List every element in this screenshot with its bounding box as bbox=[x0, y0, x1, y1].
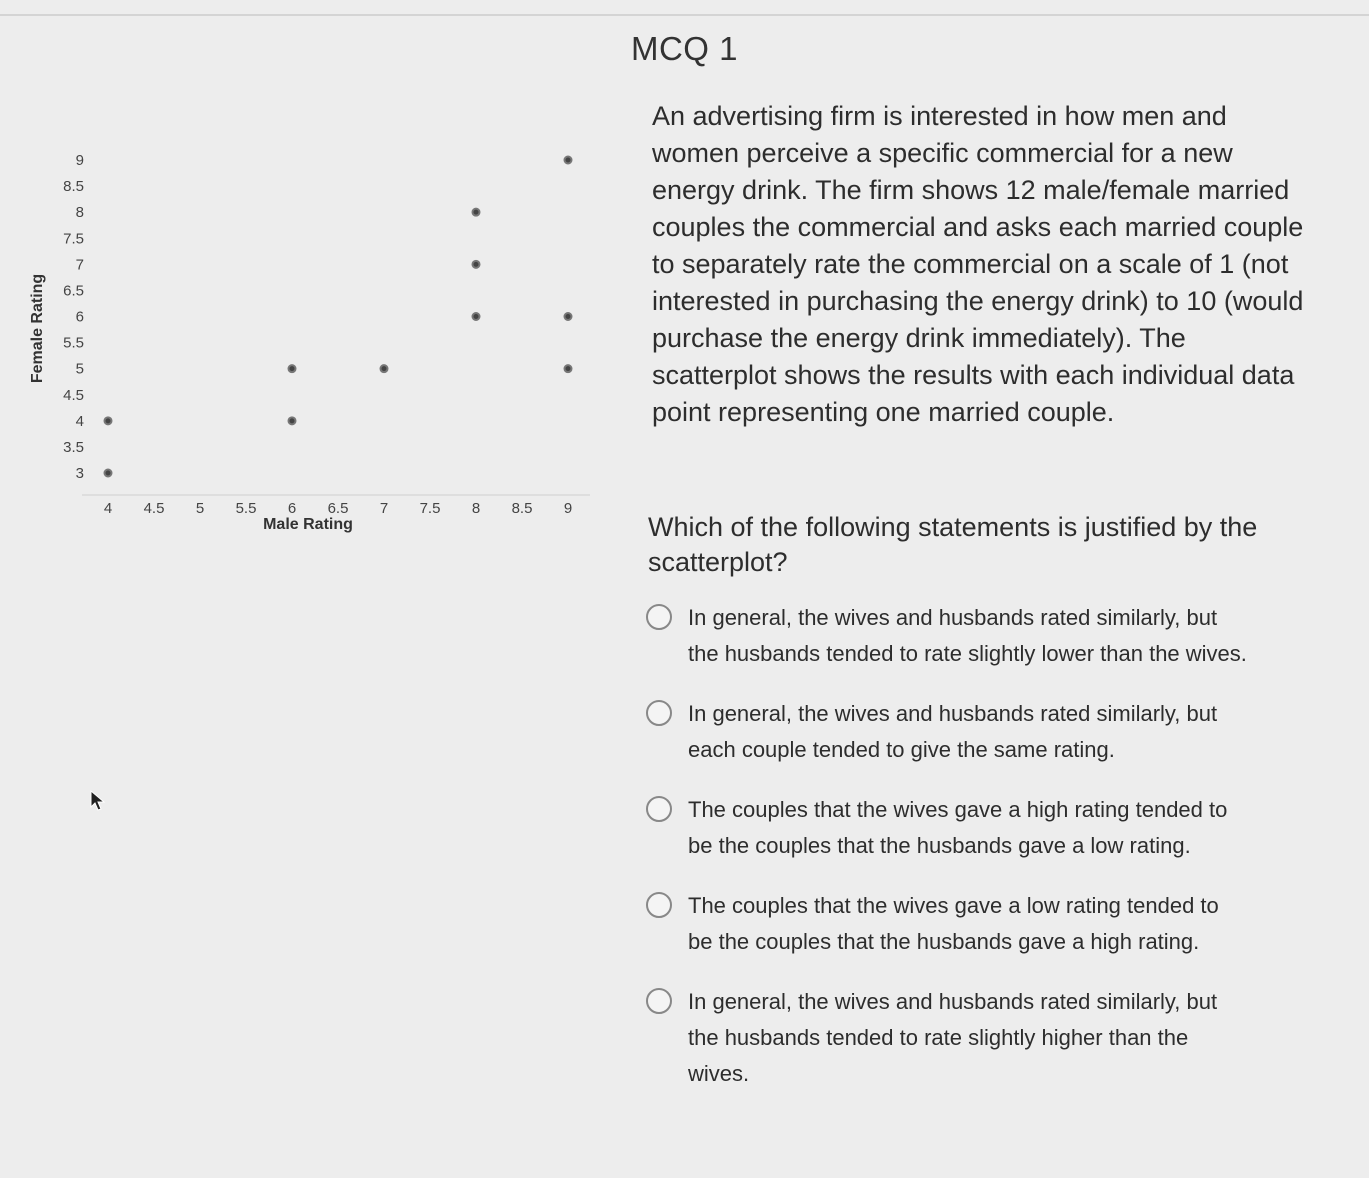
answer-option-label: The couples that the wives gave a high rating tended to be the couples that the husbands gave a low rating. bbox=[688, 797, 1228, 858]
radio-button-icon[interactable] bbox=[646, 892, 672, 918]
radio-button-icon[interactable] bbox=[646, 988, 672, 1014]
radio-button-icon[interactable] bbox=[646, 796, 672, 822]
y-tick-label: 8.5 bbox=[63, 178, 84, 196]
answer-option-4[interactable] bbox=[640, 888, 1280, 960]
x-tick-label: 8.5 bbox=[511, 500, 533, 517]
x-tick-label: 7.5 bbox=[419, 500, 441, 517]
radio-button-icon[interactable] bbox=[646, 604, 672, 630]
y-tick-label: 8 bbox=[75, 204, 84, 222]
data-point bbox=[289, 365, 296, 372]
x-tick-label: 4 bbox=[103, 500, 113, 517]
x-tick-label: 5.5 bbox=[235, 500, 257, 517]
x-tick-label: 8 bbox=[471, 500, 481, 517]
data-point bbox=[565, 313, 572, 320]
data-point bbox=[105, 470, 112, 477]
data-point bbox=[473, 261, 480, 268]
y-tick-label: 3.5 bbox=[63, 438, 84, 456]
answer-option-5[interactable] bbox=[640, 984, 1280, 1092]
data-point bbox=[289, 417, 296, 424]
answer-options bbox=[640, 600, 1280, 1092]
page-title: MCQ 1 bbox=[630, 30, 738, 67]
scatterplot-svg bbox=[20, 130, 620, 550]
answer-option-2[interactable] bbox=[640, 696, 1280, 768]
y-tick-label: 3 bbox=[75, 465, 84, 482]
y-tick-label: 5.5 bbox=[63, 334, 84, 352]
y-tick-label: 4 bbox=[75, 412, 84, 430]
x-tick-label: 4.5 bbox=[143, 500, 165, 517]
x-tick-label: 9 bbox=[563, 500, 573, 517]
radio-button-icon[interactable] bbox=[646, 700, 672, 726]
question-prompt: Which of the following statements is justified by the scatterplot? bbox=[648, 512, 1258, 577]
data-point bbox=[565, 157, 572, 164]
data-point bbox=[381, 365, 388, 372]
x-tick-label: 6 bbox=[287, 500, 297, 517]
x-tick-label: 7 bbox=[379, 500, 389, 517]
data-point bbox=[565, 365, 572, 372]
x-axis-title: Male Rating bbox=[263, 516, 353, 533]
y-tick-label: 5 bbox=[75, 360, 84, 378]
y-tick-label: 7 bbox=[75, 256, 84, 274]
answer-option-label: In general, the wives and husbands rated similarly, but the husbands tended to rate slightly higher than the wives. bbox=[688, 989, 1218, 1086]
data-point bbox=[105, 417, 112, 424]
y-axis-title: Female Rating bbox=[29, 273, 46, 384]
data-point bbox=[473, 313, 480, 320]
x-tick-label: 6.5 bbox=[327, 500, 349, 517]
answer-option-label: The couples that the wives gave a low rating tended to be the couples that the husbands gave a high rating. bbox=[688, 893, 1219, 954]
y-tick-label: 9 bbox=[75, 152, 84, 169]
answer-option-1[interactable] bbox=[640, 600, 1280, 672]
x-tick-label: 5 bbox=[195, 500, 205, 517]
y-tick-label: 6 bbox=[75, 308, 84, 326]
y-tick-label: 7.5 bbox=[63, 230, 84, 248]
y-tick-label: 6.5 bbox=[63, 282, 84, 300]
mouse-pointer-icon bbox=[90, 790, 106, 812]
top-divider bbox=[0, 14, 1369, 16]
question-stem: An advertising firm is interested in how men and women perceive a specific commercial for a new energy drink. The firm shows 12 male/female married couples the commercial and asks each married couple to separately rate the commercial on a scale of 1 (not interested in purchasing the energy drink) to 10 (would purchase the energy drink immediately). The scatterplot shows the results with each individual data point representing one married couple. bbox=[652, 101, 1304, 427]
answer-option-label: In general, the wives and husbands rated similarly, but each couple tended to give the same rating. bbox=[688, 701, 1218, 762]
answer-option-3[interactable] bbox=[640, 792, 1280, 864]
data-point bbox=[473, 209, 480, 216]
scatterplot-chart bbox=[20, 130, 620, 550]
y-tick-label: 4.5 bbox=[63, 386, 84, 404]
answer-option-label: In general, the wives and husbands rated similarly, but the husbands tended to rate slightly lower than the wives. bbox=[688, 605, 1247, 666]
